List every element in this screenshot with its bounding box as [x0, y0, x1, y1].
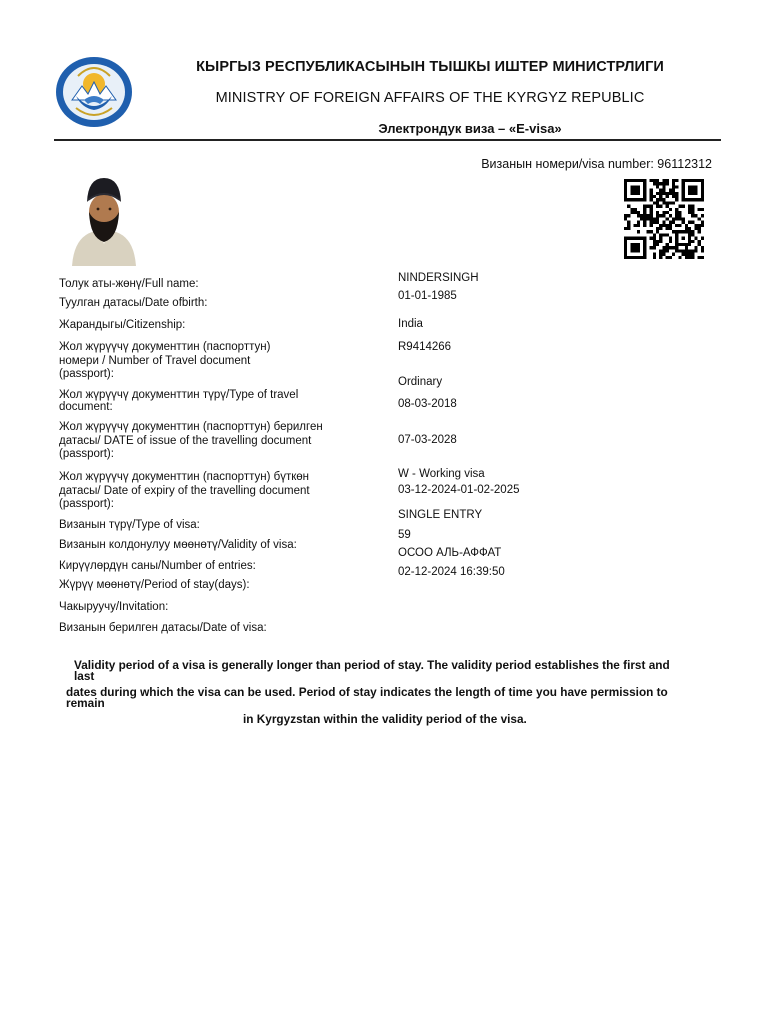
- validity-note-line: in Kyrgyzstan within the validity period of the visa.: [243, 712, 527, 726]
- citizenship-label: Жарандыгы/Citizenship:: [59, 319, 186, 331]
- visa-validity-label: Визанын колдонулуу мөөнөтү/Validity of visa:: [59, 539, 297, 551]
- label-line: Жол жүрүүчү документтин (паспорттун): [59, 341, 271, 353]
- qr-code-icon: [623, 179, 705, 259]
- label-line: (passport):: [59, 368, 114, 380]
- date-of-birth-value: 01-01-1985: [398, 290, 457, 302]
- travel-document-issue-date-label: [59, 421, 371, 462]
- travel-document-issue-date-value: 08-03-2018: [398, 398, 457, 410]
- label-line: Жол жүрүүчү документтин (паспорттун) берилген: [59, 421, 323, 433]
- label-line: датасы/ Date of expiry of the travelling document: [59, 484, 310, 497]
- travel-document-expiry-date-value: 07-03-2028: [398, 434, 457, 446]
- period-of-stay-label: Жүрүү мөөнөтү/Period of stay(days):: [59, 579, 250, 591]
- visa-type-label: Визанын түрү/Type of visa:: [59, 519, 200, 531]
- travel-document-number-value: R9414266: [398, 341, 452, 353]
- travel-document-expiry-date-label: [59, 471, 371, 512]
- visa-type-value: W - Working visa: [398, 468, 485, 480]
- travel-document-type-label: [59, 389, 371, 413]
- citizenship-value: India: [398, 318, 423, 330]
- label-line: Жол жүрүүчү документтин (паспорттун) бүткөн: [59, 471, 309, 483]
- label-line: (passport):: [59, 448, 114, 460]
- validity-note-line: remain: [66, 696, 105, 710]
- validity-note-line: dates during which the visa can be used. Period of stay indicates the length of time you have permission to: [66, 685, 668, 699]
- invitation-value: ОСОО АЛЬ-АФФАТ: [398, 547, 502, 559]
- label-line: document:: [59, 401, 113, 413]
- ministry-title-kyrgyz: КЫРГЫЗ РЕСПУБЛИКАСЫНЫН ТЫШКЫ ИШТЕР МИНИСТРЛИГИ: [196, 59, 664, 75]
- label-line: датасы/ DATE of issue of the travelling document: [59, 434, 312, 447]
- label-line: Жол жүрүүчү документтин түрү/Type of travel: [59, 389, 299, 401]
- visa-date-value: 02-12-2024 16:39:50: [398, 566, 505, 578]
- evisa-subtitle: Электрондук виза – «E-visa»: [378, 121, 562, 136]
- header-divider: [54, 139, 721, 141]
- applicant-photo: [68, 172, 140, 266]
- label-line: номери / Number of Travel document: [59, 354, 251, 367]
- full-name-label: Толук аты-жөнү/Full name:: [59, 278, 199, 290]
- label-line: (passport):: [59, 498, 114, 510]
- invitation-label: Чакыруучу/Invitation:: [59, 601, 169, 613]
- kyrgyz-state-emblem-icon: [54, 56, 134, 128]
- date-of-birth-label: Туулган датасы/Date ofbirth:: [59, 297, 208, 309]
- visa-date-label: Визанын берилген датасы/Date of visa:: [59, 622, 267, 634]
- number-of-entries-value: SINGLE ENTRY: [398, 509, 483, 521]
- travel-document-type-value: Ordinary: [398, 376, 443, 388]
- validity-note-line: Validity period of a visa is generally longer than period of stay. The validity period establishes the first and: [74, 658, 670, 672]
- visa-validity-value: 03-12-2024-01-02-2025: [398, 484, 520, 496]
- travel-document-number-label: [59, 341, 371, 382]
- number-of-entries-label: Кирүүлөрдүн саны/Number of entries:: [59, 560, 256, 572]
- ministry-title-english: MINISTRY OF FOREIGN AFFAIRS OF THE KYRGYZ REPUBLIC: [215, 90, 645, 106]
- validity-note-line: last: [74, 669, 95, 683]
- full-name-value: NINDERSINGH: [398, 272, 479, 284]
- period-of-stay-value: 59: [398, 529, 411, 541]
- visa-number: Визанын номери/visa number: 96112312: [481, 157, 712, 171]
